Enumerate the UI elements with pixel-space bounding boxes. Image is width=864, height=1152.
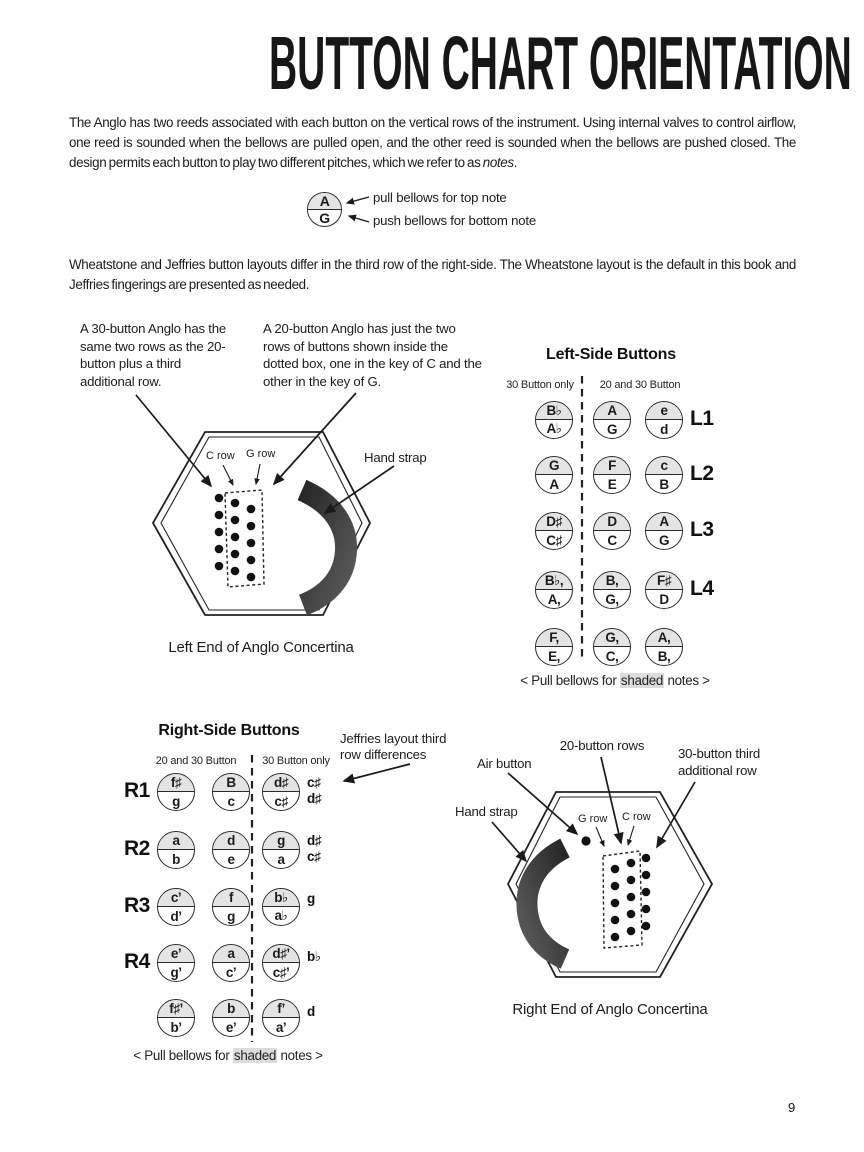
jeffries-r5: d [307,1004,315,1019]
pull-arrow [347,197,369,203]
left-l4-col3-button: F♯ D [645,571,683,609]
jeffries-r4: b♭ [307,949,321,964]
left-l4-col2-button: B, G, [593,571,631,609]
right-r3-col3-button: b♭ a♭ [262,888,300,926]
left-fig-c-row-label: C row [206,450,235,462]
right-chart-header-20and30: 20 and 30 Button [155,755,237,767]
page-title: BUTTON CHART ORIENTATION [268,21,852,105]
left-fig-hand-strap-label: Hand strap [364,450,427,465]
demo-button-pull-note: A [308,193,341,210]
right-fig-air-button-label: Air button [477,756,532,771]
left-chart-header-20and30: 20 and 30 Button [599,379,681,391]
pull-label: pull bellows for top note [373,190,507,205]
callout-30-button: A 30-button Anglo has the same two rows as the 20-button plus a third additional row. [80,321,227,390]
left-chart-caption: < Pull bellows for shaded notes > [520,673,710,688]
page-number: 9 [788,1100,796,1115]
push-label: push bellows for bottom note [373,213,537,228]
intro-paragraph: The Anglo has two reeds associated with each button on the vertical rows of the instrument. Using internal valves to control airflow, one reed is sounded when the bellows are pulled open, and the other reed is sounded when the bellows are pushed closed. The design permits each button to play two different pitches, which we refer to as notes. [69,115,796,170]
left-l3-col1-button: D♯ C♯ [535,512,573,550]
left-l1-col1-button: B♭ A♭ [535,401,573,439]
left-l5-col1-button: F, E, [535,628,573,666]
right-r4-col3-button: d♯’ c♯’ [262,944,300,982]
right-r5-col2-button: b e’ [212,999,250,1037]
row-label-r3: R3 [124,894,150,917]
left-l2-col2-button: F E [593,456,631,494]
para2: Wheatstone and Jeffries button layouts differ in the third row of the right-side. The Wheatstone layout is the default in this book and Jeffries fingerings are presented as needed. [69,257,796,292]
right-r2-col2-button: d e [212,831,250,869]
left-l3-col3-button: A G [645,512,683,550]
right-chart-title: Right-Side Buttons [158,722,300,739]
row-label-l4: L4 [690,577,714,600]
left-l3-col2-button: D C [593,512,631,550]
jeffries-r1: c♯ d♯ [307,775,321,806]
row-label-l1: L1 [690,407,714,430]
right-fig-hand-strap-label: Hand strap [455,804,518,819]
push-arrow [349,216,369,222]
right-r4-col1-button: e’ g’ [157,944,195,982]
left-l1-col2-button: A G [593,401,631,439]
left-chart-title: Left-Side Buttons [546,346,676,363]
row-label-r4: R4 [124,950,150,973]
intro-italic: notes [482,154,514,170]
right-chart-header-30only: 30 Button only [262,755,330,767]
right-r1-col3-button: d♯ c♯ [262,773,300,811]
right-fig-g-row-label: G row [578,813,608,825]
jeffries-r3: g [307,891,315,906]
page-title-wrap [0,21,864,105]
right-r2-col3-button: g a [262,831,300,869]
row-label-l3: L3 [690,518,714,541]
left-l5-col2-button: G, C, [593,628,631,666]
demo-button [307,192,342,227]
jeffries-arrow [344,764,410,781]
right-r5-col1-button: f♯’ b’ [157,999,195,1037]
right-fig-caption: Right End of Anglo Concertina [512,1001,708,1018]
callout-20-button: A 20-button Anglo has just the two rows of buttons shown inside the dotted box, one in the key of C and the other in the key of G. [263,321,482,390]
right-r2-col1-button: a b [157,831,195,869]
shaded-highlight: shaded [620,673,664,688]
air-button-dot [581,836,590,845]
right-hand-strap-arrow [492,822,526,861]
shaded-highlight-right: shaded [233,1048,277,1063]
left-fig-g-row-label: G row [246,448,276,460]
jeffries-note: Jeffries layout third row differences [340,731,447,762]
row-label-l2: L2 [690,462,714,485]
left-l2-col1-button: G A [535,456,573,494]
right-r1-col1-button: f♯ g [157,773,195,811]
right-r5-col3-button: f’ a’ [262,999,300,1037]
left-chart-header-30only: 30 Button only [506,379,574,391]
right-r3-col2-button: f g [212,888,250,926]
right-r4-col2-button: a c’ [212,944,250,982]
right-r1-col2-button: B c [212,773,250,811]
row-label-r2: R2 [124,837,150,860]
left-l4-col1-button: B♭, A, [535,571,573,609]
demo-button-push-note: G [319,209,330,226]
left-l5-col3-button: A, B, [645,628,683,666]
right-chart-caption: < Pull bellows for shaded notes > [133,1048,323,1063]
jeffries-r2: d♯ c♯ [307,833,321,864]
right-fig-third-row-label: 30-button third additional row [678,746,761,778]
right-fig-c-row-label: C row [622,811,651,823]
right-fig-rows20-label: 20-button rows [559,738,645,753]
right-r3-col1-button: c’ d’ [157,888,195,926]
left-l1-col3-button: e d [645,401,683,439]
row-label-r1: R1 [124,779,150,802]
left-fig-caption: Left End of Anglo Concertina [168,639,354,656]
left-l2-col3-button: c B [645,456,683,494]
